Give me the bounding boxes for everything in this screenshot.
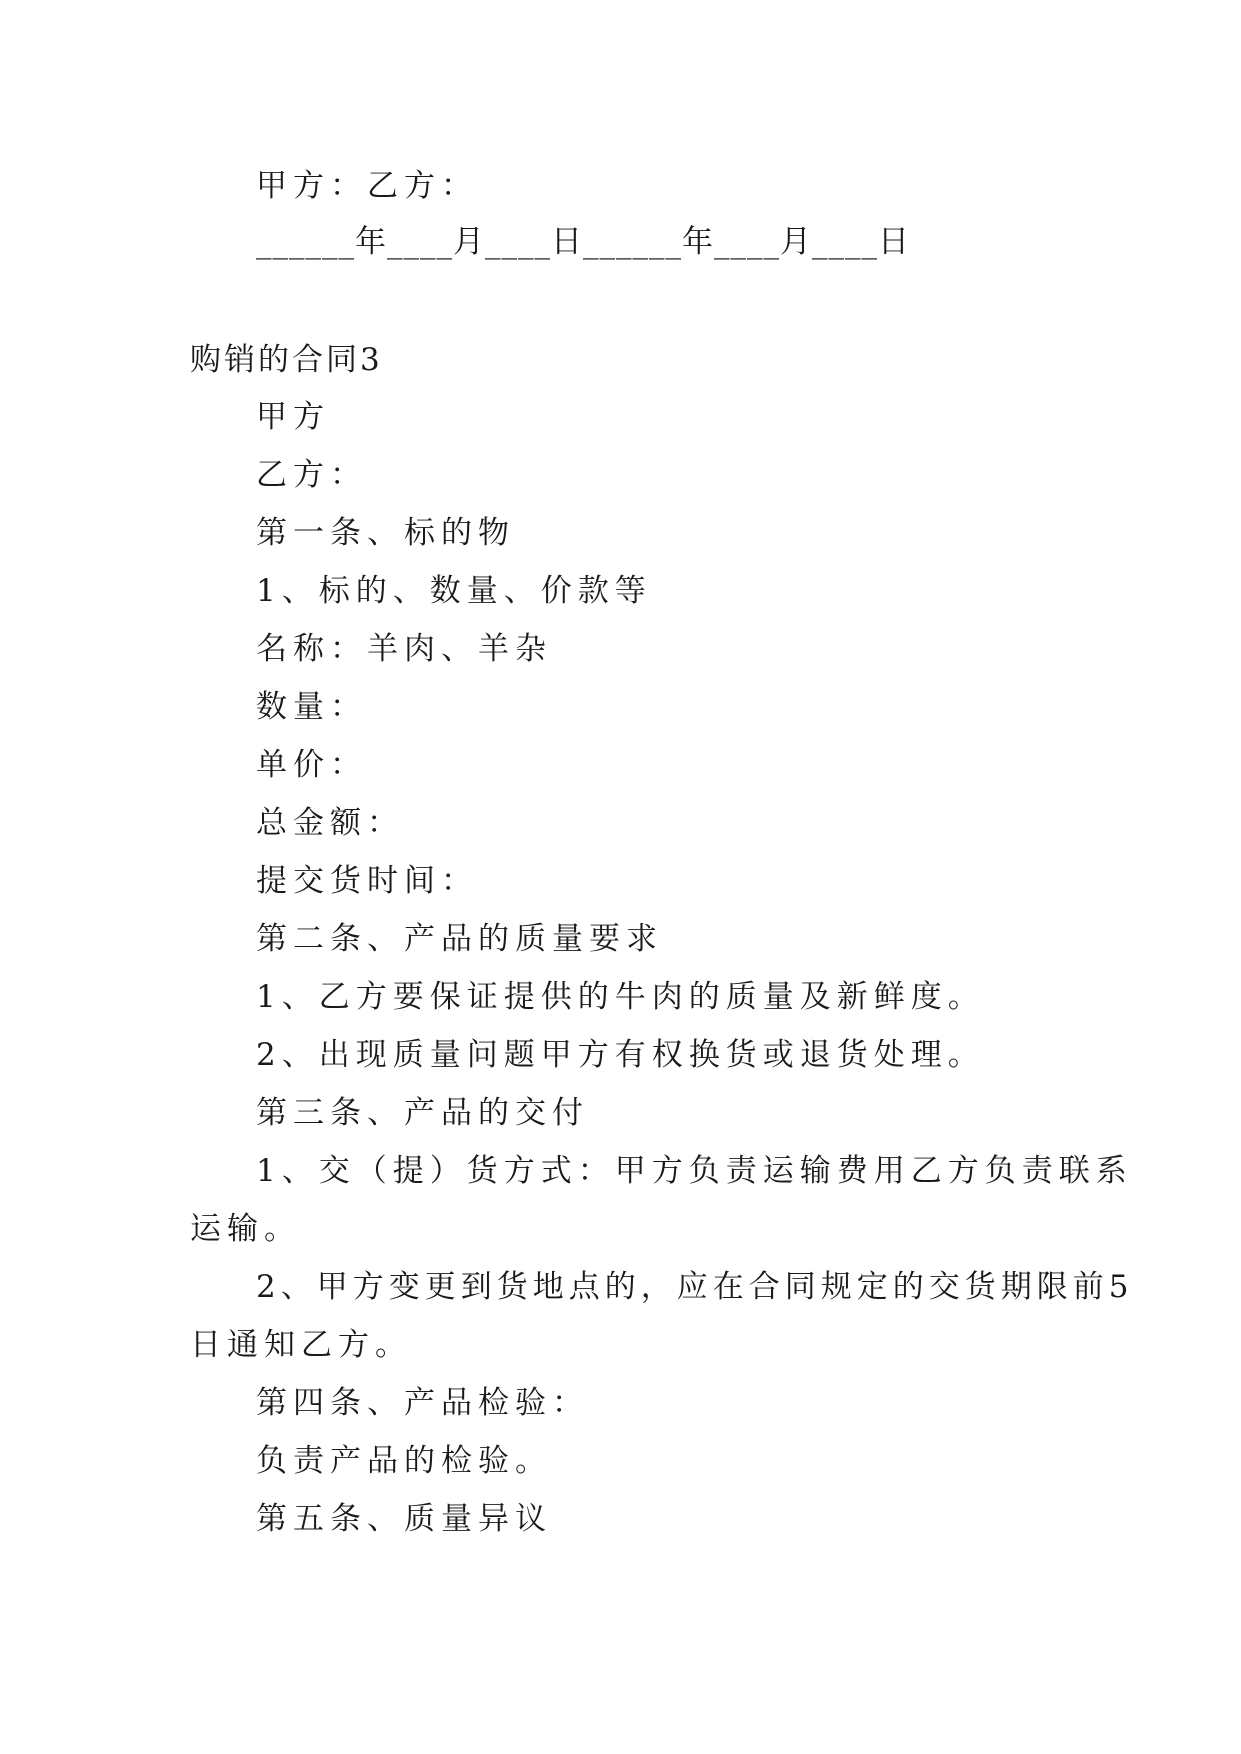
- date-line: ______年____月____日______年____月____日: [256, 224, 910, 260]
- article-4-heading: 第四条、产品检验：: [256, 1385, 589, 1421]
- article-3-heading: 第三条、产品的交付: [256, 1095, 589, 1131]
- article-2-heading: 第二条、产品的质量要求: [256, 921, 663, 957]
- paragraph: 1、标的、数量、价款等: [256, 573, 652, 609]
- paragraph: 1、乙方要保证提供的牛肉的质量及新鲜度。: [256, 979, 985, 1015]
- paragraph: 名称：羊肉、羊杂: [256, 631, 552, 667]
- article-1-heading: 第一条、标的物: [256, 515, 515, 551]
- paragraph: 数量：: [256, 689, 367, 725]
- paragraph: 1、交（提）货方式：甲方负责运输费用乙方负责联系: [256, 1153, 1133, 1189]
- paragraph-continuation: 日通知乙方。: [190, 1327, 412, 1363]
- signature-line: 甲方：乙方：: [256, 168, 478, 204]
- section-title: 购销的合同3: [190, 342, 383, 378]
- paragraph: 2、甲方变更到货地点的，应在合同规定的交货期限前5: [256, 1269, 1134, 1305]
- article-5-heading: 第五条、质量异议: [256, 1501, 552, 1537]
- party-a-line: 甲方: [256, 399, 330, 435]
- paragraph: 单价：: [256, 747, 367, 783]
- paragraph: 提交货时间：: [256, 863, 478, 899]
- paragraph-continuation: 运输。: [190, 1211, 301, 1247]
- paragraph: 总金额：: [256, 805, 404, 841]
- paragraph: 2、出现质量问题甲方有权换货或退货处理。: [256, 1037, 985, 1073]
- paragraph: 负责产品的检验。: [256, 1443, 552, 1479]
- party-b-line: 乙方：: [256, 457, 367, 493]
